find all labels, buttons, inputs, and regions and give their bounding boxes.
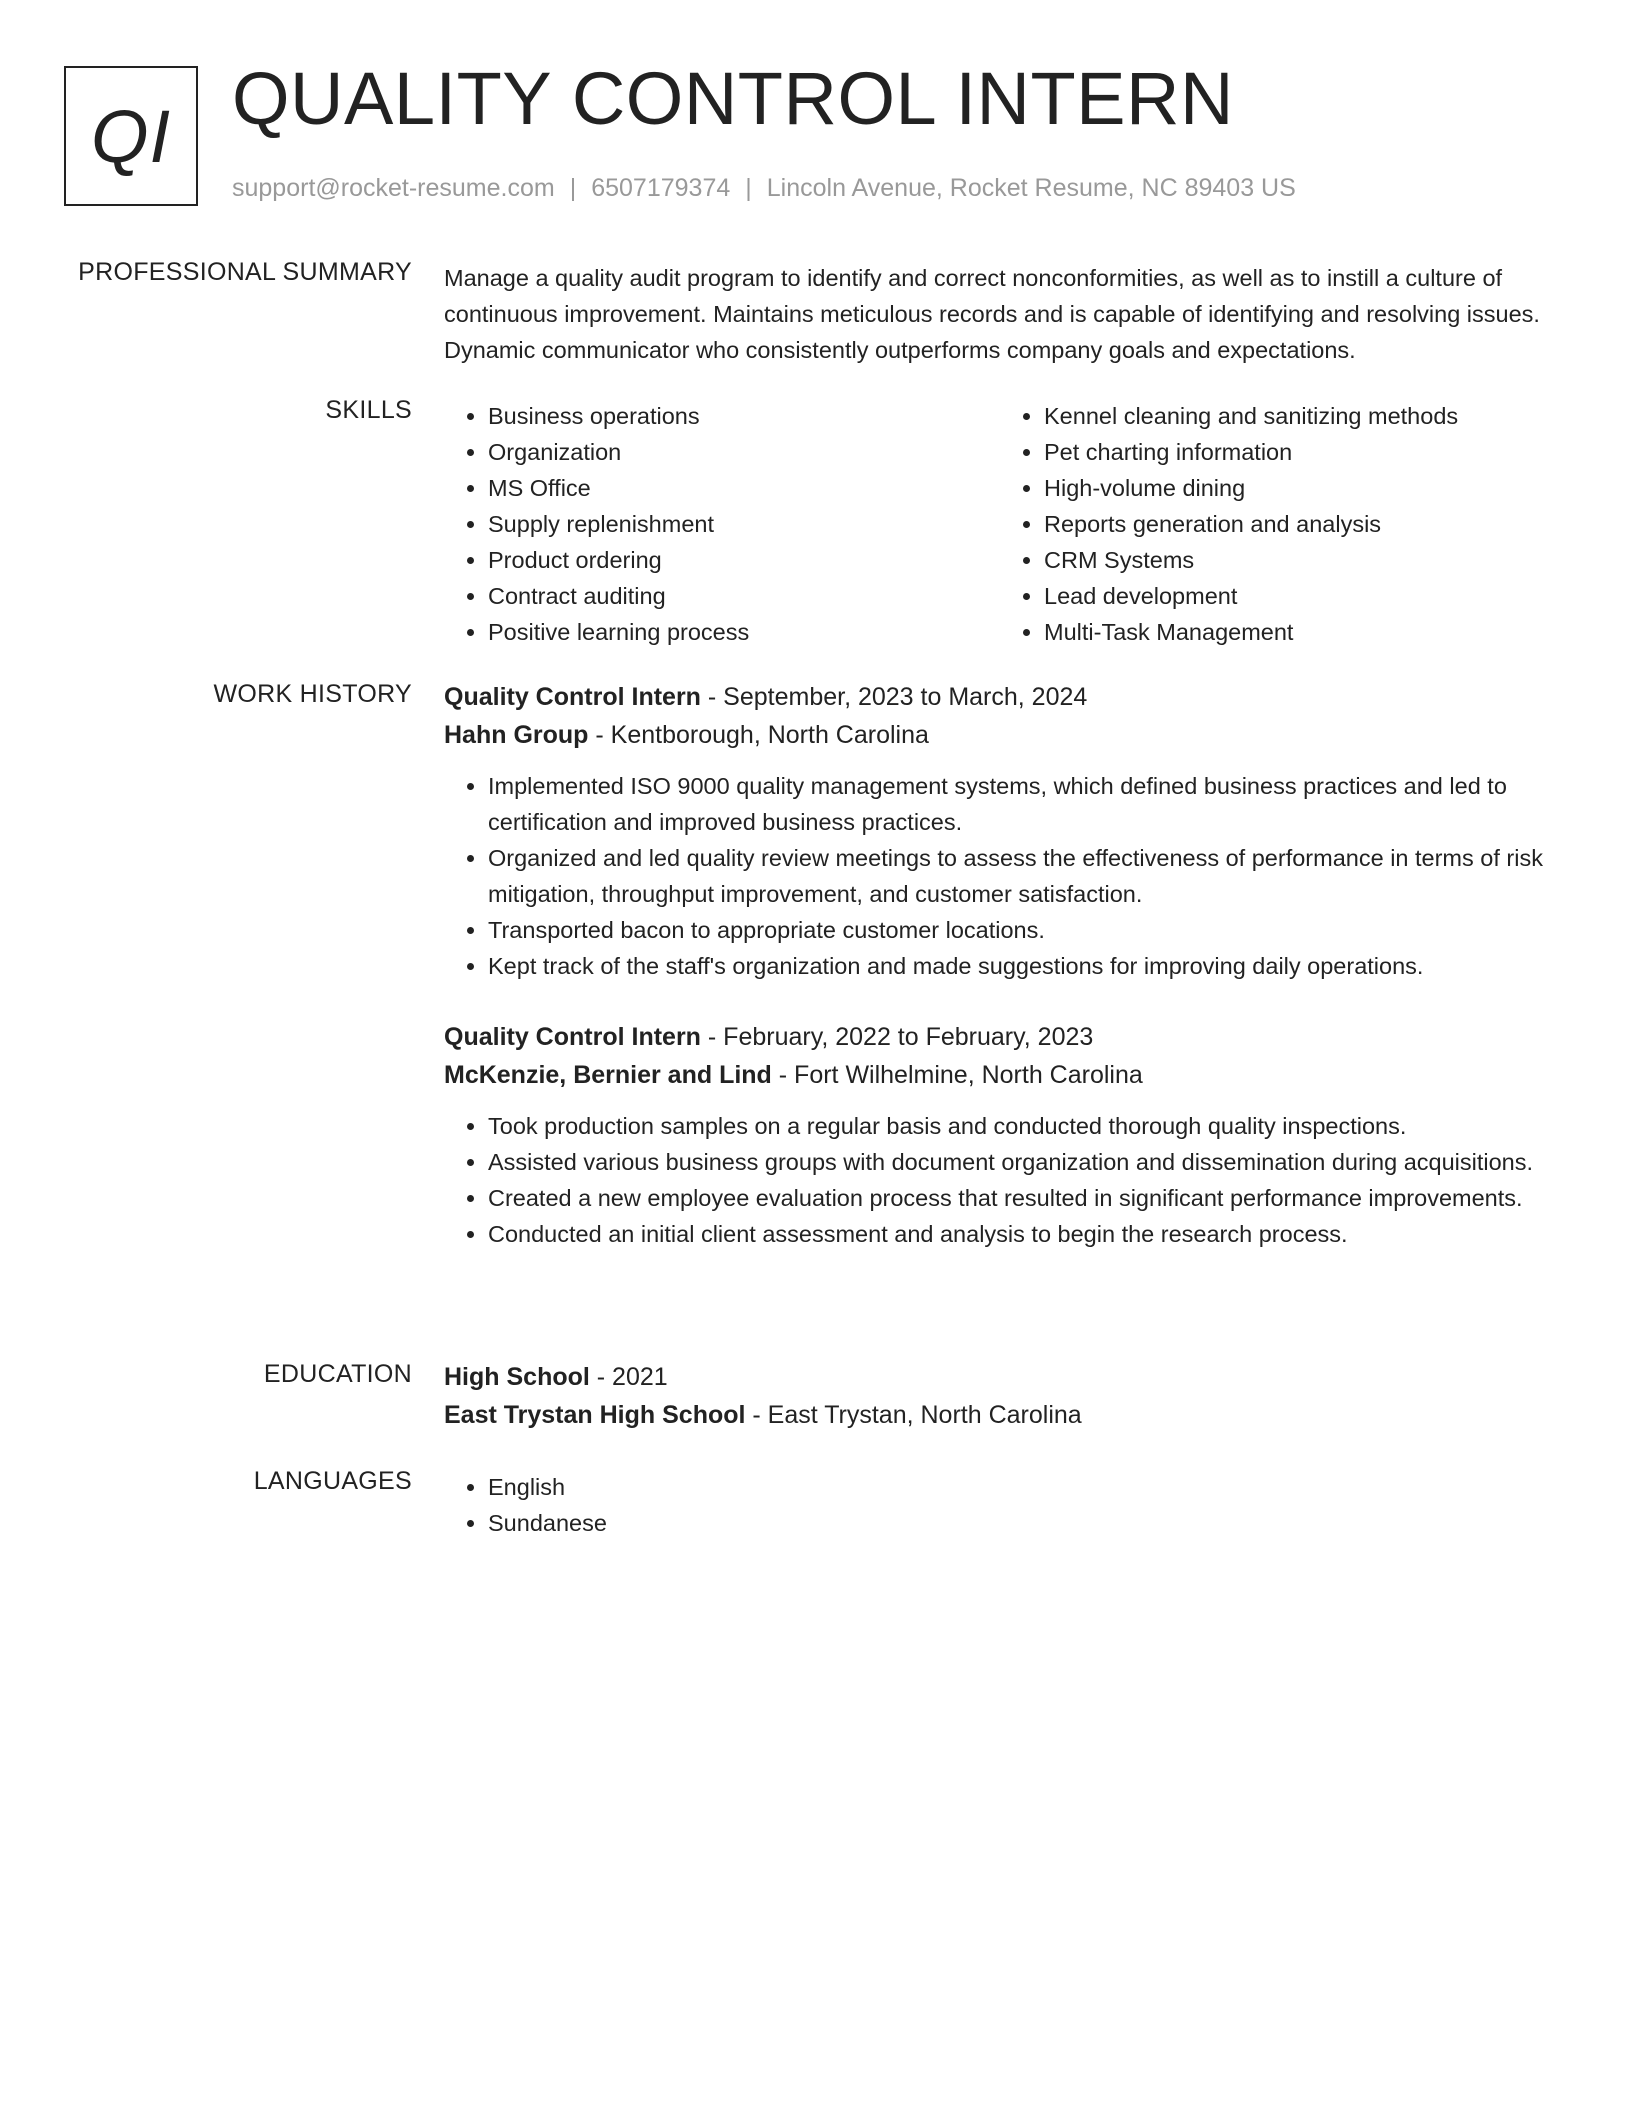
job-bullet: • Transported bacon to appropriate customer locations. <box>488 912 1556 948</box>
skill-item: • Contract auditing <box>488 578 1000 614</box>
job-company-line <box>444 716 1556 754</box>
job-entry <box>444 1018 1556 1252</box>
skill-item: • Product ordering <box>488 542 1000 578</box>
skill-item: • Positive learning process <box>488 614 1000 650</box>
job-bullet: • Implemented ISO 9000 quality management systems, which defined business practices and led to certification and improved business practices. <box>488 768 1556 840</box>
job-title: Quality Control Intern <box>444 1023 701 1051</box>
education-school-line <box>444 1396 1556 1434</box>
education-degree: High School <box>444 1363 590 1391</box>
job-bullets <box>444 1108 1556 1252</box>
skills-list-right <box>1000 398 1556 650</box>
job-bullet: • Conducted an initial client assessment and analysis to begin the research process. <box>488 1216 1556 1252</box>
resume-title: QUALITY CONTROL INTERN <box>232 57 1234 140</box>
section-label-summary: PROFESSIONAL SUMMARY <box>78 258 412 286</box>
section-label-skills: SKILLS <box>325 396 412 424</box>
job-company-line <box>444 1056 1556 1094</box>
languages-list <box>444 1469 1556 1541</box>
job-dates: - February, 2022 to February, 2023 <box>700 1023 1094 1051</box>
skill-item: • Pet charting information <box>1044 434 1556 470</box>
contact-line <box>232 174 1296 203</box>
job-bullet: • Took production samples on a regular basis and conducted thorough quality inspections. <box>488 1108 1556 1144</box>
skills-list-left <box>444 398 1000 650</box>
skill-item: • Kennel cleaning and sanitizing methods <box>1044 398 1556 434</box>
education-school: East Trystan High School <box>444 1401 746 1429</box>
job-bullets <box>444 768 1556 984</box>
skill-item: • Reports generation and analysis <box>1044 506 1556 542</box>
job-location: - Kentborough, North Carolina <box>588 721 929 749</box>
summary-text: Manage a quality audit program to identify and correct nonconformities, as well as to instill a culture of continuous improvement. Maintains meticulous records and is capable of identifying and resolving issues. Dynamic communicator who consistently outperforms company goals and expectations. <box>444 265 1540 363</box>
skill-item: • Business operations <box>488 398 1000 434</box>
job-bullet: • Kept track of the staff's organization and made suggestions for improving daily operations. <box>488 948 1556 984</box>
contact-separator: | <box>569 174 577 202</box>
contact-separator: | <box>745 174 752 202</box>
languages-body <box>444 1469 1556 1541</box>
skill-item: • MS Office <box>488 470 1000 506</box>
job-company: Hahn Group <box>444 721 589 749</box>
summary-body <box>444 258 1556 368</box>
job-location: - Fort Wilhelmine, North Carolina <box>771 1061 1143 1089</box>
language-item: • Sundanese <box>488 1505 1556 1541</box>
job-title: Quality Control Intern <box>444 683 701 711</box>
job-bullet: • Created a new employee evaluation process that resulted in significant performance improvements. <box>488 1180 1556 1216</box>
contact-email[interactable]: support@rocket-resume.com <box>232 174 555 202</box>
monogram-badge: QI <box>64 66 198 206</box>
skill-item: • High-volume dining <box>1044 470 1556 506</box>
language-item: • English <box>488 1469 1556 1505</box>
skill-item: • Lead development <box>1044 578 1556 614</box>
skill-item: • CRM Systems <box>1044 542 1556 578</box>
skill-item: • Organization <box>488 434 1000 470</box>
section-label-education: EDUCATION <box>263 1360 412 1388</box>
skill-item: • Multi-Task Management <box>1044 614 1556 650</box>
education-degree-line <box>444 1358 1556 1396</box>
work-history-body <box>444 678 1556 1252</box>
job-dates: - September, 2023 to March, 2024 <box>700 683 1088 711</box>
education-body <box>444 1358 1556 1434</box>
contact-phone[interactable]: 6507179374 <box>591 174 731 202</box>
job-title-line <box>444 678 1556 716</box>
education-year: - 2021 <box>589 1363 668 1391</box>
job-company: McKenzie, Bernier and Lind <box>444 1061 772 1089</box>
section-label-languages: LANGUAGES <box>253 1467 412 1495</box>
section-label-work-history: WORK HISTORY <box>213 680 412 708</box>
job-title-line <box>444 1018 1556 1056</box>
job-bullet: • Assisted various business groups with document organization and dissemination during acquisitions. <box>488 1144 1556 1180</box>
job-bullet: • Organized and led quality review meetings to assess the effectiveness of performance in terms of risk mitigation, throughput improvement, and customer satisfaction. <box>488 840 1556 912</box>
job-entry <box>444 678 1556 984</box>
skills-columns <box>444 398 1556 650</box>
skill-item: • Supply replenishment <box>488 506 1000 542</box>
contact-address: Lincoln Avenue, Rocket Resume, NC 89403 US <box>766 174 1296 202</box>
education-location: - East Trystan, North Carolina <box>745 1401 1082 1429</box>
